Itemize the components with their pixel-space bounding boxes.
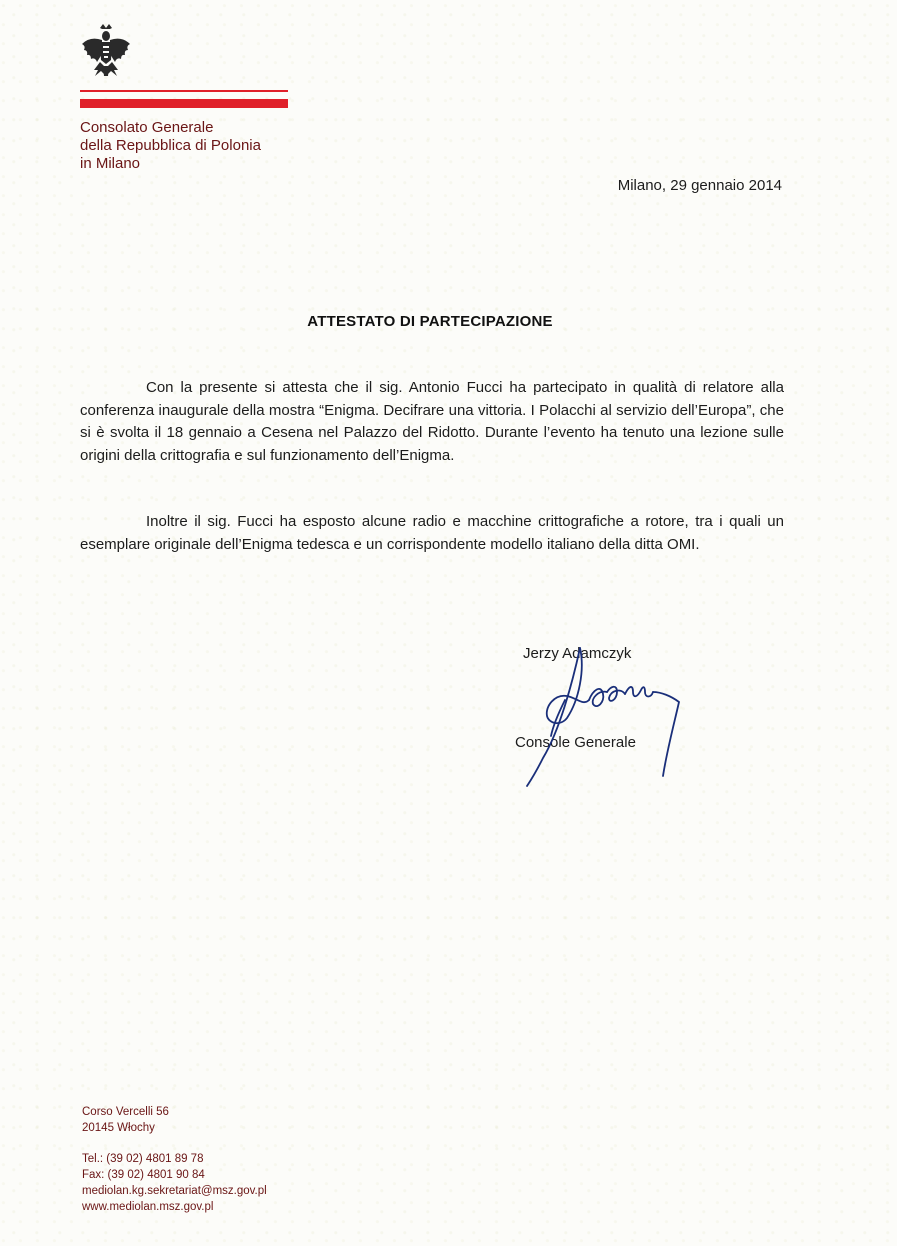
document-title: ATTESTATO DI PARTECIPAZIONE: [307, 313, 553, 330]
flag-stripe-thin: [80, 90, 288, 92]
email-address: mediolan.kg.sekretariat@msz.gov.pl: [82, 1185, 267, 1197]
consulate-line: Consolato Generale: [80, 119, 214, 136]
consulate-line: della Repubblica di Polonia: [80, 137, 261, 154]
signer-role: Console Generale: [515, 734, 636, 751]
address-line: Corso Vercelli 56: [82, 1106, 169, 1118]
fax: Fax: (39 02) 4801 90 84: [82, 1169, 205, 1181]
paragraph-text: Inoltre il sig. Fucci ha esposto alcune radio e macchine crittografiche a rotore, tra i quali un esemplare originale dell’Enigma tedesca e un corrispondente modello italiano della ditta OMI.: [80, 513, 784, 553]
footer-contacts: [82, 1104, 382, 1215]
paragraph-text: Con la presente si attesta che il sig. Antonio Fucci ha partecipato in qualità di relatore alla conferenza inaugurale della mostra “Enigma. Decifrare una vittoria. I Polacchi al servizio dell’Europa”, che si è svolta il 18 gennaio a Cesena nel Palazzo del Ridotto. Durante l’evento ha tenuto una lezione sulle origini della crittografia e sul funzionamento dell’Enigma.: [80, 379, 784, 464]
telephone: Tel.: (39 02) 4801 89 78: [82, 1153, 204, 1165]
body-paragraph: [80, 511, 784, 556]
letter-date: Milano, 29 gennaio 2014: [617, 177, 782, 194]
polish-eagle-emblem: [78, 22, 134, 82]
signer-name: Jerzy Adamczyk: [523, 645, 632, 662]
flag-stripe-thick: [80, 99, 288, 108]
consulate-line: in Milano: [80, 155, 141, 172]
consulate-name: [80, 119, 340, 173]
body-paragraph: [80, 377, 784, 467]
handwritten-signature: [505, 640, 695, 790]
address-line: 20145 Włochy: [82, 1122, 155, 1134]
website-address: www.mediolan.msz.gov.pl: [82, 1201, 214, 1213]
